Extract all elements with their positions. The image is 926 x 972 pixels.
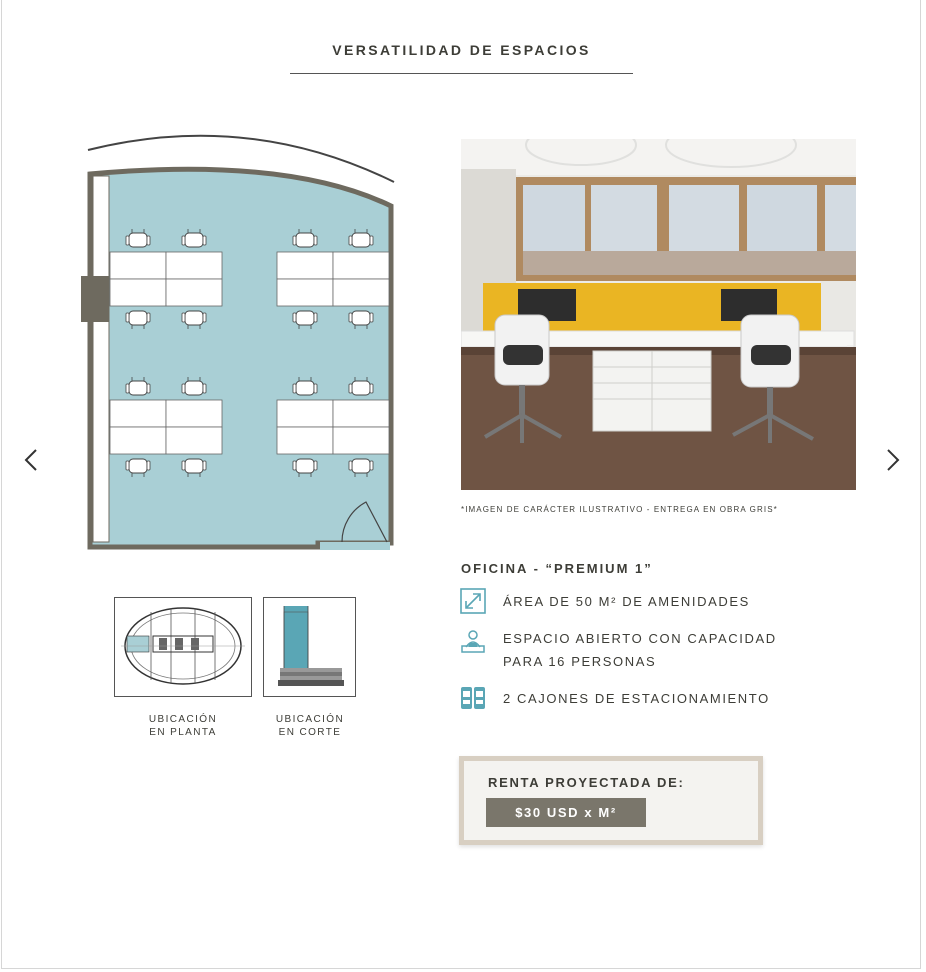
office-floor-plan [78, 128, 398, 552]
office-photo [461, 139, 856, 490]
photo-caption: *IMAGEN DE CARÁCTER ILUSTRATIVO - ENTREGA EN OBRA GRIS* [461, 505, 778, 514]
carousel-next-button[interactable] [880, 446, 904, 474]
parking-icon [460, 685, 486, 711]
feature-parking-text: 2 CAJONES DE ESTACIONAMIENTO [503, 691, 770, 706]
section-location-label: UBICACIÓN EN CORTE [275, 714, 345, 738]
title-underline [290, 73, 633, 74]
carousel-prev-button[interactable] [20, 446, 44, 474]
chevron-right-icon [880, 446, 904, 474]
section-location-thumbnail[interactable] [263, 597, 356, 697]
price-box [459, 756, 763, 845]
feature-area-text: ÁREA DE 50 M² DE AMENIDADES [503, 594, 750, 609]
person-desk-icon [460, 629, 486, 655]
price-label: RENTA PROYECTADA DE: [488, 775, 685, 790]
floor-location-thumbnail[interactable] [114, 597, 252, 697]
resize-arrow-icon [460, 588, 486, 614]
feature-capacity-text: ESPACIO ABIERTO CON CAPACIDAD PARA 16 PERSONAS [503, 631, 777, 669]
floor-location-label: UBICACIÓN EN PLANTA [148, 714, 218, 738]
chevron-left-icon [20, 446, 44, 474]
office-title: OFICINA - “PREMIUM 1” [461, 561, 653, 576]
price-value: $30 USD x M² [486, 798, 646, 827]
section-title: VERSATILIDAD DE ESPACIOS [332, 42, 591, 58]
